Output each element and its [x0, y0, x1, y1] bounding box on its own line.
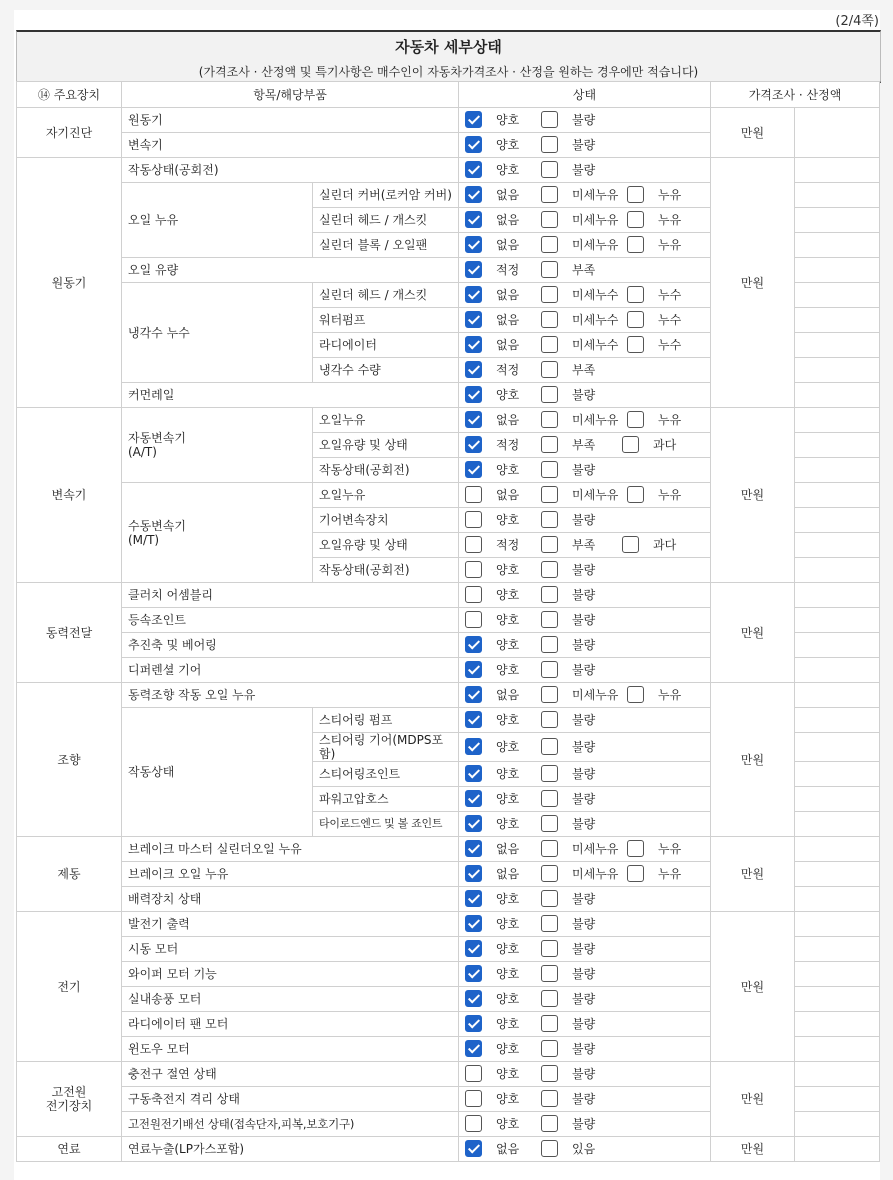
checkbox[interactable] — [541, 1115, 558, 1132]
checkbox[interactable] — [465, 536, 482, 553]
checkbox-checked[interactable] — [465, 1140, 482, 1157]
price-input[interactable] — [795, 708, 880, 733]
col-device: ⑭ 주요장치 — [17, 82, 122, 108]
checkbox[interactable] — [541, 561, 558, 578]
status-cell: 없음 미세누유 누유 — [459, 862, 711, 887]
checkbox[interactable] — [541, 111, 558, 128]
item-label: 변속기 — [122, 133, 459, 158]
checkbox[interactable] — [627, 865, 644, 882]
category-engine: 원동기 — [17, 158, 122, 408]
status-cell: 양호 불량 — [459, 912, 711, 937]
price-input[interactable] — [795, 108, 880, 158]
price-input[interactable] — [795, 583, 880, 608]
price-input[interactable] — [795, 762, 880, 787]
status-cell: 양호 불량 — [459, 1037, 711, 1062]
subitem-label: 오일누유 — [313, 408, 459, 433]
item-label: 구동축전지 격리 상태 — [122, 1087, 459, 1112]
category-self-diagnosis: 자기진단 — [17, 108, 122, 158]
header-row — [17, 82, 880, 108]
status-cell: 없음 미세누유 누유 — [459, 483, 711, 508]
item-label: 클러치 어셈블리 — [122, 583, 459, 608]
checkbox-checked[interactable] — [465, 461, 482, 478]
status-cell: 없음 미세누유 누유 — [459, 683, 711, 708]
form-title: 자동차 세부상태 — [395, 38, 502, 56]
checkbox[interactable] — [541, 461, 558, 478]
checkbox[interactable] — [627, 286, 644, 303]
status-cell: 없음 미세누수 누수 — [459, 333, 711, 358]
price-input[interactable] — [795, 812, 880, 837]
inspection-table — [16, 81, 880, 1162]
status-cell: 없음 미세누수 누수 — [459, 283, 711, 308]
status-cell: 양호 불량 — [459, 887, 711, 912]
subitem-label: 냉각수 수량 — [313, 358, 459, 383]
checkbox[interactable] — [541, 790, 558, 807]
status-cell: 없음 미세누유 누유 — [459, 837, 711, 862]
checkbox[interactable] — [627, 236, 644, 253]
item-label: 냉각수 누수 — [122, 283, 313, 383]
checkbox[interactable] — [541, 436, 558, 453]
price-input[interactable] — [795, 658, 880, 683]
price-input[interactable] — [795, 333, 880, 358]
item-label: 윈도우 모터 — [122, 1037, 459, 1062]
subitem-label: 라디에이터 — [313, 333, 459, 358]
price-input[interactable] — [795, 158, 880, 183]
status-cell: 없음 미세누유 누유 — [459, 208, 711, 233]
item-label: 고전원전기배선 상태(접속단자,피복,보호기구) — [122, 1112, 459, 1137]
col-status: 상태 — [459, 82, 711, 108]
price-input[interactable] — [795, 433, 880, 458]
item-label: 동력조향 작동 오일 누유 — [122, 683, 459, 708]
item-label: 작동상태(공회전) — [122, 158, 459, 183]
subitem-label: 오일유량 및 상태 — [313, 533, 459, 558]
checkbox[interactable] — [541, 386, 558, 403]
item-label: 자동변속기 (A/T) — [122, 408, 313, 483]
checkbox[interactable] — [627, 211, 644, 228]
checkbox-checked[interactable] — [465, 865, 482, 882]
checkbox-checked[interactable] — [465, 686, 482, 703]
checkbox-checked[interactable] — [465, 990, 482, 1007]
price-input[interactable] — [795, 183, 880, 208]
checkbox[interactable] — [541, 1040, 558, 1057]
status-cell: 없음 미세누유 누유 — [459, 183, 711, 208]
subitem-label: 작동상태(공회전) — [313, 458, 459, 483]
price-input[interactable] — [795, 887, 880, 912]
checkbox[interactable] — [627, 686, 644, 703]
status-cell: 양호 불량 — [459, 708, 711, 733]
category-high-voltage: 고전원 전기장치 — [17, 1062, 122, 1137]
col-item: 항목/해당부품 — [122, 82, 459, 108]
item-label: 작동상태 — [122, 708, 313, 837]
price-input[interactable] — [795, 1062, 880, 1087]
checkbox-checked[interactable] — [465, 765, 482, 782]
checkbox-checked[interactable] — [465, 211, 482, 228]
item-label: 등속조인트 — [122, 608, 459, 633]
checkbox[interactable] — [541, 311, 558, 328]
checkbox-checked[interactable] — [465, 815, 482, 832]
price-input[interactable] — [795, 608, 880, 633]
checkbox-checked[interactable] — [465, 136, 482, 153]
price-input[interactable] — [795, 787, 880, 812]
price-input[interactable] — [795, 912, 880, 937]
subitem-label: 워터펌프 — [313, 308, 459, 333]
checkbox[interactable] — [541, 890, 558, 907]
category-steering: 조향 — [17, 683, 122, 837]
status-cell: 양호 불량 — [459, 158, 711, 183]
checkbox[interactable] — [541, 1090, 558, 1107]
status-cell: 양호 불량 — [459, 383, 711, 408]
checkbox[interactable] — [622, 536, 639, 553]
status-cell: 양호 불량 — [459, 787, 711, 812]
checkbox-checked[interactable] — [465, 336, 482, 353]
price-input[interactable] — [795, 987, 880, 1012]
status-cell: 없음 있음 — [459, 1137, 711, 1162]
status-cell: 양호 불량 — [459, 962, 711, 987]
checkbox[interactable] — [541, 738, 558, 755]
item-label: 실내송풍 모터 — [122, 987, 459, 1012]
checkbox-checked[interactable] — [465, 311, 482, 328]
price-input[interactable] — [795, 962, 880, 987]
item-label: 브레이크 마스터 실린더오일 누유 — [122, 837, 459, 862]
item-label: 오일 유량 — [122, 258, 459, 283]
checkbox[interactable] — [541, 1065, 558, 1082]
status-cell: 양호 불량 — [459, 1012, 711, 1037]
checkbox-checked[interactable] — [465, 261, 482, 278]
checkbox[interactable] — [541, 486, 558, 503]
checkbox-checked[interactable] — [465, 636, 482, 653]
checkbox[interactable] — [541, 711, 558, 728]
checkbox[interactable] — [465, 486, 482, 503]
price-input[interactable] — [795, 408, 880, 433]
item-label: 발전기 출력 — [122, 912, 459, 937]
price-input[interactable] — [795, 633, 880, 658]
status-cell: 양호 불량 — [459, 1112, 711, 1137]
item-label: 디퍼렌셜 기어 — [122, 658, 459, 683]
price-input[interactable] — [795, 383, 880, 408]
price-unit: 만원 — [711, 408, 795, 583]
price-unit: 만원 — [711, 158, 795, 408]
form-header — [16, 30, 881, 83]
checkbox[interactable] — [541, 161, 558, 178]
price-input[interactable] — [795, 1012, 880, 1037]
checkbox[interactable] — [627, 336, 644, 353]
checkbox-checked[interactable] — [465, 915, 482, 932]
checkbox[interactable] — [541, 865, 558, 882]
status-cell: 양호 불량 — [459, 608, 711, 633]
price-input[interactable] — [795, 1037, 880, 1062]
price-input[interactable] — [795, 258, 880, 283]
category-power-transmission: 동력전달 — [17, 583, 122, 683]
checkbox[interactable] — [541, 136, 558, 153]
price-input[interactable] — [795, 533, 880, 558]
checkbox-checked[interactable] — [465, 661, 482, 678]
checkbox-checked[interactable] — [465, 386, 482, 403]
item-label: 추진축 및 베어링 — [122, 633, 459, 658]
price-input[interactable] — [795, 208, 880, 233]
checkbox-checked[interactable] — [465, 411, 482, 428]
category-electric: 전기 — [17, 912, 122, 1062]
checkbox[interactable] — [541, 840, 558, 857]
checkbox-checked[interactable] — [465, 236, 482, 253]
item-label: 시동 모터 — [122, 937, 459, 962]
price-input[interactable] — [795, 937, 880, 962]
price-input[interactable] — [795, 308, 880, 333]
subitem-label: 실린더 블록 / 오일팬 — [313, 233, 459, 258]
checkbox-checked[interactable] — [465, 361, 482, 378]
checkbox[interactable] — [465, 561, 482, 578]
price-input[interactable] — [795, 283, 880, 308]
price-input[interactable] — [795, 1137, 880, 1162]
price-input[interactable] — [795, 1087, 880, 1112]
status-cell: 양호 불량 — [459, 133, 711, 158]
status-cell: 양호 불량 — [459, 762, 711, 787]
status-cell: 없음 미세누유 누유 — [459, 233, 711, 258]
checkbox-checked[interactable] — [465, 840, 482, 857]
status-cell: 양호 불량 — [459, 583, 711, 608]
checkbox[interactable] — [541, 186, 558, 203]
checkbox-checked[interactable] — [465, 790, 482, 807]
price-input[interactable] — [795, 483, 880, 508]
subitem-label: 스티어링조인트 — [313, 762, 459, 787]
checkbox-checked[interactable] — [465, 738, 482, 755]
price-unit: 만원 — [711, 1137, 795, 1162]
category-fuel: 연료 — [17, 1137, 122, 1162]
checkbox[interactable] — [541, 661, 558, 678]
checkbox-checked[interactable] — [465, 940, 482, 957]
checkbox[interactable] — [465, 1090, 482, 1107]
price-input[interactable] — [795, 733, 880, 762]
checkbox[interactable] — [541, 236, 558, 253]
col-price: 가격조사 · 산정액 — [711, 82, 880, 108]
subitem-label: 실린더 헤드 / 개스킷 — [313, 283, 459, 308]
price-input[interactable] — [795, 508, 880, 533]
checkbox[interactable] — [541, 361, 558, 378]
checkbox[interactable] — [541, 940, 558, 957]
checkbox-checked[interactable] — [465, 186, 482, 203]
checkbox-checked[interactable] — [465, 286, 482, 303]
price-input[interactable] — [795, 558, 880, 583]
status-cell: 양호 불량 — [459, 733, 711, 762]
status-cell: 없음 미세누유 누유 — [459, 408, 711, 433]
subitem-label: 실린더 커버(로커암 커버) — [313, 183, 459, 208]
subitem-label: 스티어링 기어(MDPS포함) — [313, 733, 459, 762]
checkbox[interactable] — [541, 511, 558, 528]
status-cell: 양호 불량 — [459, 812, 711, 837]
price-unit: 만원 — [711, 583, 795, 683]
checkbox[interactable] — [541, 1140, 558, 1157]
checkbox[interactable] — [627, 311, 644, 328]
status-cell: 양호 불량 — [459, 558, 711, 583]
item-label: 배력장치 상태 — [122, 887, 459, 912]
checkbox[interactable] — [541, 815, 558, 832]
checkbox-checked[interactable] — [465, 436, 482, 453]
checkbox[interactable] — [541, 636, 558, 653]
subitem-label: 작동상태(공회전) — [313, 558, 459, 583]
status-cell: 양호 불량 — [459, 1062, 711, 1087]
category-brake: 제동 — [17, 837, 122, 912]
checkbox[interactable] — [541, 586, 558, 603]
status-cell: 없음 미세누수 누수 — [459, 308, 711, 333]
checkbox[interactable] — [465, 1115, 482, 1132]
price-input[interactable] — [795, 837, 880, 862]
checkbox[interactable] — [541, 765, 558, 782]
status-cell: 적정 부족 과다 — [459, 433, 711, 458]
subitem-label: 오일유량 및 상태 — [313, 433, 459, 458]
checkbox[interactable] — [541, 1015, 558, 1032]
status-cell: 적정 부족 — [459, 358, 711, 383]
checkbox[interactable] — [541, 965, 558, 982]
checkbox-checked[interactable] — [465, 161, 482, 178]
item-label: 충전구 절연 상태 — [122, 1062, 459, 1087]
checkbox[interactable] — [465, 611, 482, 628]
price-unit: 만원 — [711, 683, 795, 837]
checkbox-checked[interactable] — [465, 965, 482, 982]
checkbox[interactable] — [622, 436, 639, 453]
subitem-label: 오일누유 — [313, 483, 459, 508]
checkbox[interactable] — [541, 286, 558, 303]
price-input[interactable] — [795, 862, 880, 887]
checkbox-checked[interactable] — [465, 890, 482, 907]
checkbox-checked[interactable] — [465, 111, 482, 128]
checkbox[interactable] — [541, 686, 558, 703]
item-label: 오일 누유 — [122, 183, 313, 258]
price-unit: 만원 — [711, 912, 795, 1062]
checkbox[interactable] — [627, 840, 644, 857]
price-unit: 만원 — [711, 108, 795, 158]
checkbox[interactable] — [465, 586, 482, 603]
subitem-label: 실린더 헤드 / 개스킷 — [313, 208, 459, 233]
price-unit: 만원 — [711, 1062, 795, 1137]
item-label: 라디에이터 팬 모터 — [122, 1012, 459, 1037]
item-label: 브레이크 오일 누유 — [122, 862, 459, 887]
subitem-label: 파워고압호스 — [313, 787, 459, 812]
status-cell: 양호 불량 — [459, 658, 711, 683]
checkbox[interactable] — [627, 411, 644, 428]
checkbox[interactable] — [541, 611, 558, 628]
checkbox[interactable] — [541, 990, 558, 1007]
category-transmission: 변속기 — [17, 408, 122, 583]
status-cell: 양호 불량 — [459, 987, 711, 1012]
checkbox-checked[interactable] — [465, 1040, 482, 1057]
checkbox[interactable] — [541, 261, 558, 278]
price-input[interactable] — [795, 458, 880, 483]
checkbox[interactable] — [541, 536, 558, 553]
subitem-label: 타이로드엔드 및 볼 죠인트 — [313, 812, 459, 837]
status-cell: 양호 불량 — [459, 937, 711, 962]
checkbox[interactable] — [627, 186, 644, 203]
status-cell: 양호 불량 — [459, 508, 711, 533]
price-input[interactable] — [795, 233, 880, 258]
item-label: 원동기 — [122, 108, 459, 133]
subitem-label: 기어변속장치 — [313, 508, 459, 533]
checkbox[interactable] — [627, 486, 644, 503]
subitem-label: 스티어링 펌프 — [313, 708, 459, 733]
price-unit: 만원 — [711, 837, 795, 912]
checkbox[interactable] — [541, 915, 558, 932]
price-input[interactable] — [795, 683, 880, 708]
form-subtitle: (가격조사 · 산정액 및 특기사항은 매수인이 자동차가격조사 · 산정을 원하는 경우에만 적습니다) — [198, 65, 699, 79]
status-cell: 적정 부족 과다 — [459, 533, 711, 558]
item-label: 연료누출(LP가스포함) — [122, 1137, 459, 1162]
status-cell: 적정 부족 — [459, 258, 711, 283]
status-cell: 양호 불량 — [459, 458, 711, 483]
checkbox[interactable] — [541, 211, 558, 228]
page-number: (2/4쪽) — [835, 14, 879, 29]
checkbox-checked[interactable] — [465, 1015, 482, 1032]
item-label: 커먼레일 — [122, 383, 459, 408]
status-cell: 양호 불량 — [459, 1087, 711, 1112]
status-cell: 양호 불량 — [459, 633, 711, 658]
checkbox[interactable] — [541, 336, 558, 353]
price-input[interactable] — [795, 1112, 880, 1137]
item-label: 수동변속기 (M/T) — [122, 483, 313, 583]
checkbox-checked[interactable] — [465, 711, 482, 728]
price-input[interactable] — [795, 358, 880, 383]
status-cell: 양호 불량 — [459, 108, 711, 133]
item-label: 와이퍼 모터 기능 — [122, 962, 459, 987]
checkbox[interactable] — [465, 511, 482, 528]
checkbox[interactable] — [465, 1065, 482, 1082]
checkbox[interactable] — [541, 411, 558, 428]
